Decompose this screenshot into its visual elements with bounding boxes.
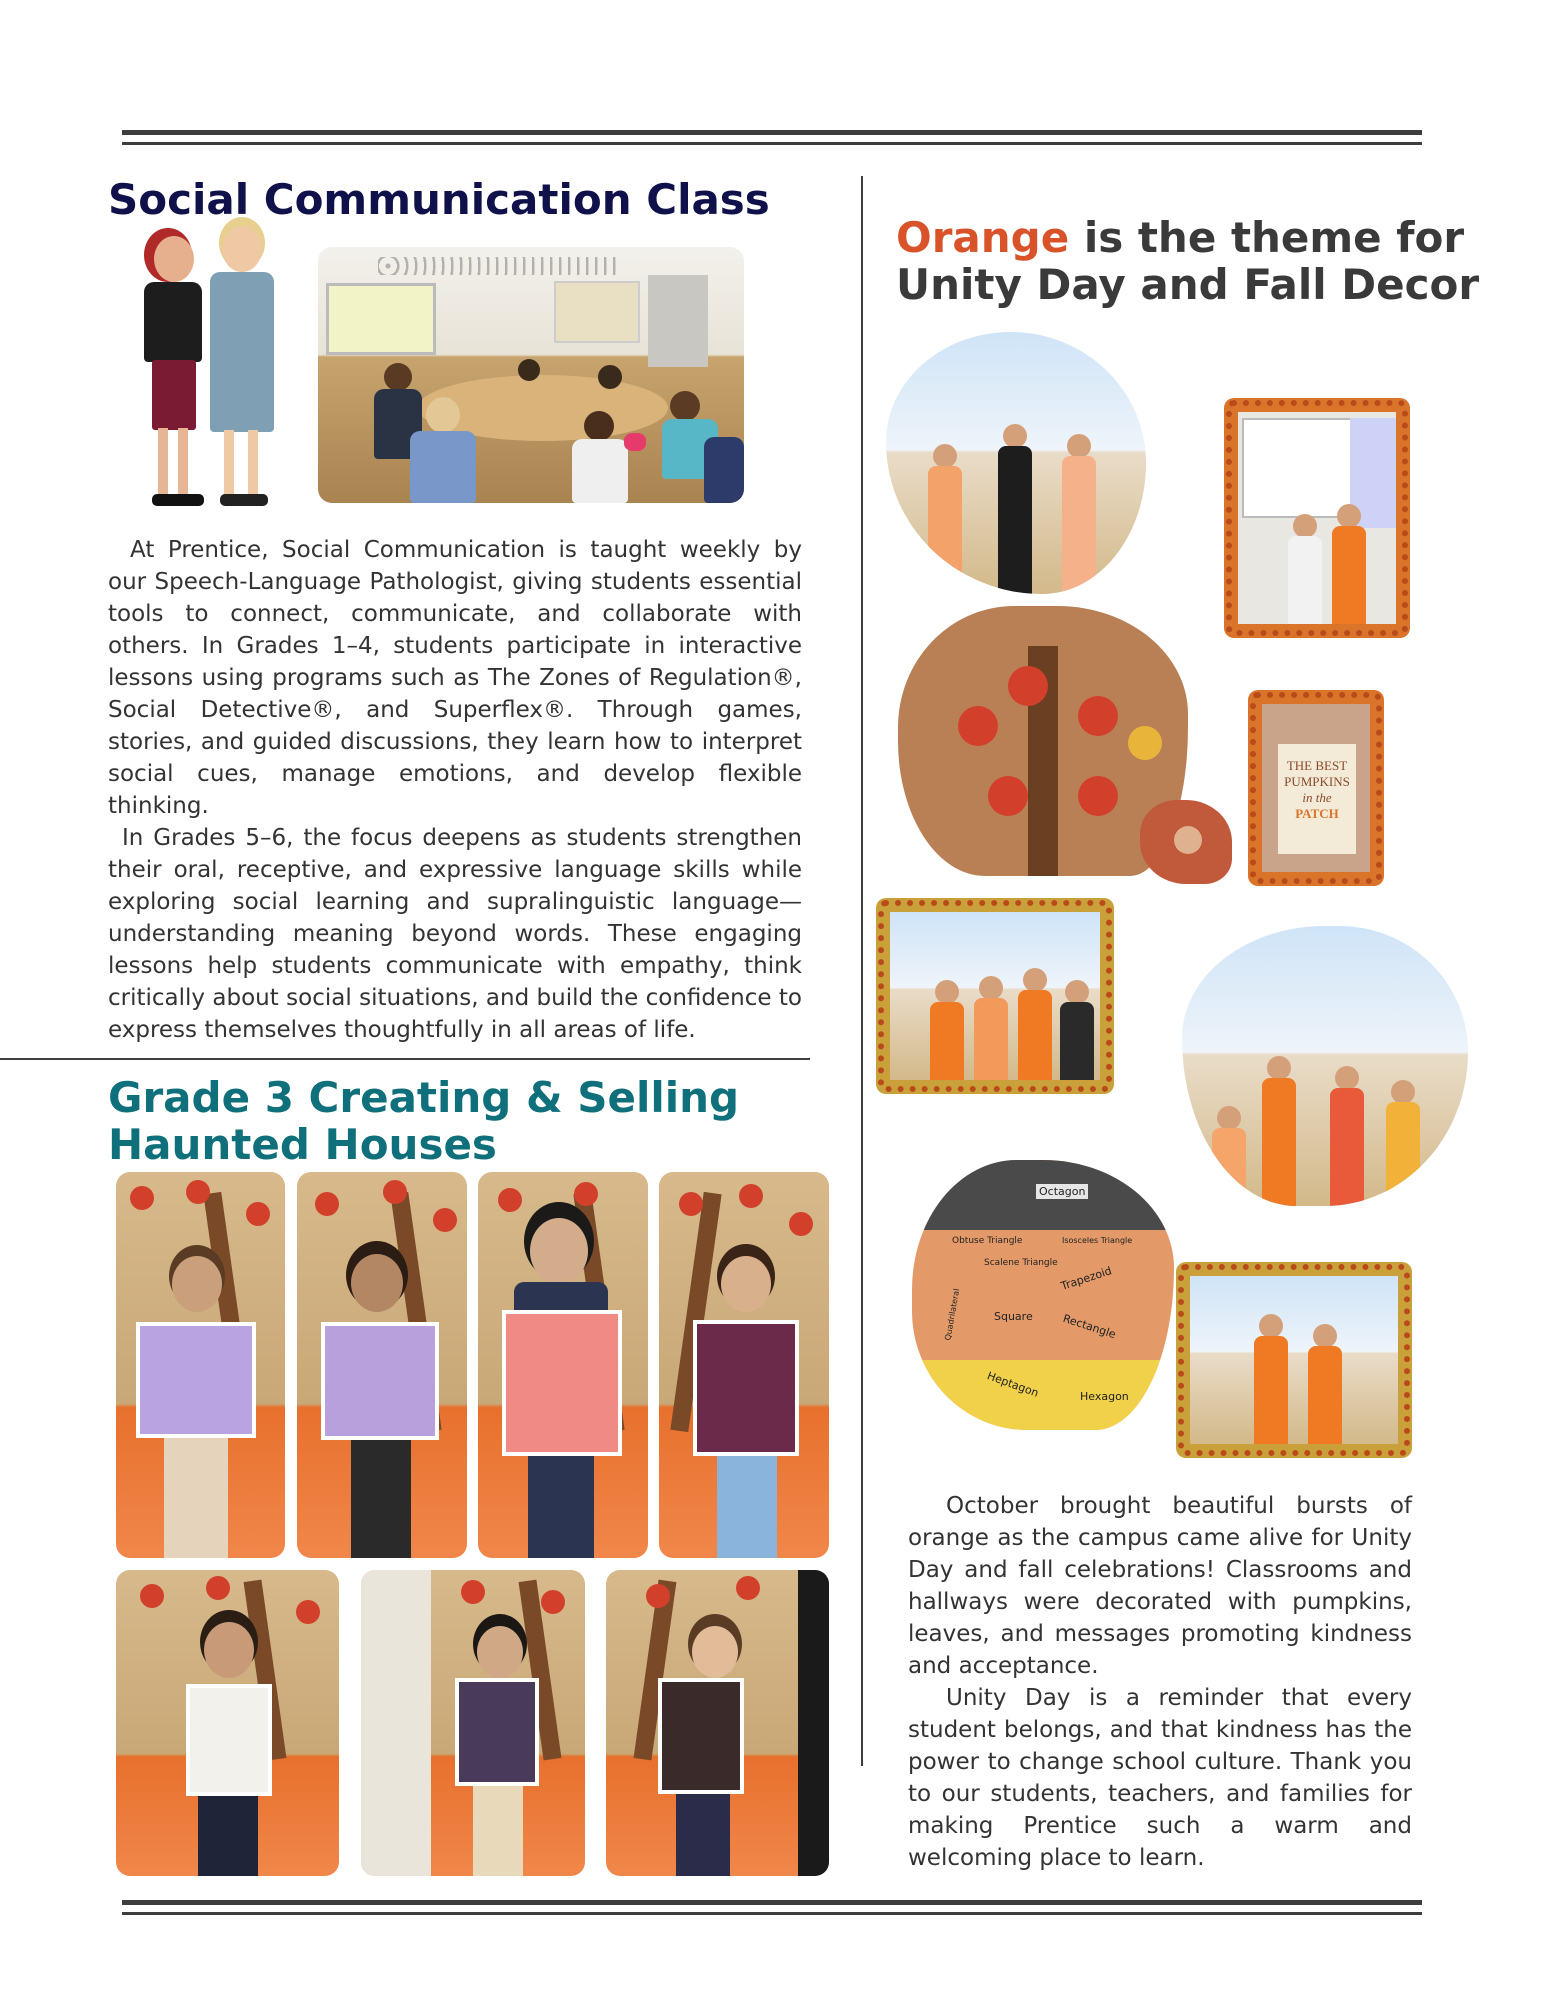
shape-label-heptagon: Heptagon — [985, 1369, 1041, 1400]
social-paragraph-1: At Prentice, Social Communication is taught weekly by our Speech-Language Pathologist, giving students essential tools to connect, communicate, and collaborate with others. In Grades 1–4, students participate in interactive lessons using programs such as The Zones of Regulation®, Social Detective®, and Superflex®. Through games, stories, and guided discussions, they learn how to interpret social cues, manage emotions, and develop flexible thinking. — [108, 537, 802, 819]
unity-leaf-photo-7 — [1182, 926, 1468, 1206]
teachers-photo — [130, 222, 290, 507]
unity-title — [896, 214, 1479, 308]
haunted-title-line2: Haunted Houses — [108, 1120, 497, 1170]
social-title: Social Communication Class — [108, 175, 770, 224]
shape-label-octagon: Octagon — [1036, 1184, 1088, 1199]
poster-line-1: THE BEST — [1286, 758, 1348, 773]
pumpkin-poster — [1278, 744, 1356, 854]
shape-label-isosceles: Isosceles Triangle — [1062, 1236, 1133, 1245]
haunted-title — [108, 1074, 739, 1168]
bottom-rule-thick — [122, 1900, 1422, 1905]
unity-wreath-photo-9 — [1176, 1262, 1412, 1458]
column-divider — [861, 176, 863, 1766]
poster-line-3: in the — [1302, 790, 1332, 805]
unity-paragraph-2: Unity Day is a reminder that every student belongs, and that kindness has the power to change school culture. Thank you to our students, teachers, and families for making Prentice such a warm and welcoming place to learn. — [908, 1685, 1412, 1871]
shape-label-hexagon: Hexagon — [1080, 1390, 1129, 1403]
haunted-photo-7 — [606, 1570, 829, 1876]
top-rule-thin — [122, 142, 1422, 145]
unity-title-highlight: Orange — [896, 213, 1070, 262]
poster-line-4: PATCH — [1295, 806, 1339, 821]
unity-leaf-photo-1 — [886, 332, 1146, 594]
unity-title-rest: is the theme for — [1069, 213, 1465, 262]
shape-label-rectangle: Rectangle — [1061, 1311, 1118, 1342]
classroom-photo — [318, 247, 744, 503]
top-rule-thick — [122, 130, 1422, 135]
social-paragraph-2: In Grades 5–6, the focus deepens as students strengthen their oral, receptive, and expressive language skills while exploring social learning and supralinguistic language—understanding meaning beyond words. These engaging lessons help students communicate with empathy, think critically about social situations, and build the confidence to express themselves thoughtfully in all areas of life. — [108, 825, 802, 1043]
unity-wreath-photo-6 — [876, 898, 1114, 1094]
haunted-title-line1: Grade 3 Creating & Selling — [108, 1073, 740, 1122]
shape-label-trapezoid: Trapezoid — [1059, 1264, 1114, 1293]
haunted-photo-2 — [297, 1172, 467, 1558]
haunted-photo-5 — [116, 1570, 339, 1876]
unity-shapes-leaf-8 — [912, 1160, 1174, 1430]
bottom-rule-thin — [122, 1912, 1422, 1915]
unity-body — [908, 1490, 1412, 1874]
unity-wreath-photo-5 — [1248, 690, 1384, 886]
unity-small-leaf-photo-4 — [1140, 800, 1232, 884]
haunted-photo-1 — [116, 1172, 285, 1558]
shape-label-scalene: Scalene Triangle — [984, 1258, 1058, 1268]
shape-label-quadrilateral: Quadrilateral — [943, 1287, 962, 1342]
unity-wreath-photo-2 — [1224, 398, 1410, 638]
shape-label-obtuse: Obtuse Triangle — [952, 1236, 1023, 1246]
unity-title-line2: Unity Day and Fall Decor — [896, 260, 1480, 310]
haunted-photo-4 — [659, 1172, 829, 1558]
unity-paragraph-1: October brought beautiful bursts of orange as the campus came alive for Unity Day and fall celebrations! Classrooms and hallways were decorated with pumpkins, leaves, and messages promoting kindness and acceptance. — [908, 1493, 1412, 1679]
poster-line-2: PUMPKINS — [1284, 774, 1350, 789]
section-divider-left — [0, 1058, 810, 1060]
haunted-photo-3 — [478, 1172, 648, 1558]
shape-label-square: Square — [994, 1310, 1033, 1323]
haunted-photo-6 — [361, 1570, 585, 1876]
social-body — [108, 534, 802, 1046]
